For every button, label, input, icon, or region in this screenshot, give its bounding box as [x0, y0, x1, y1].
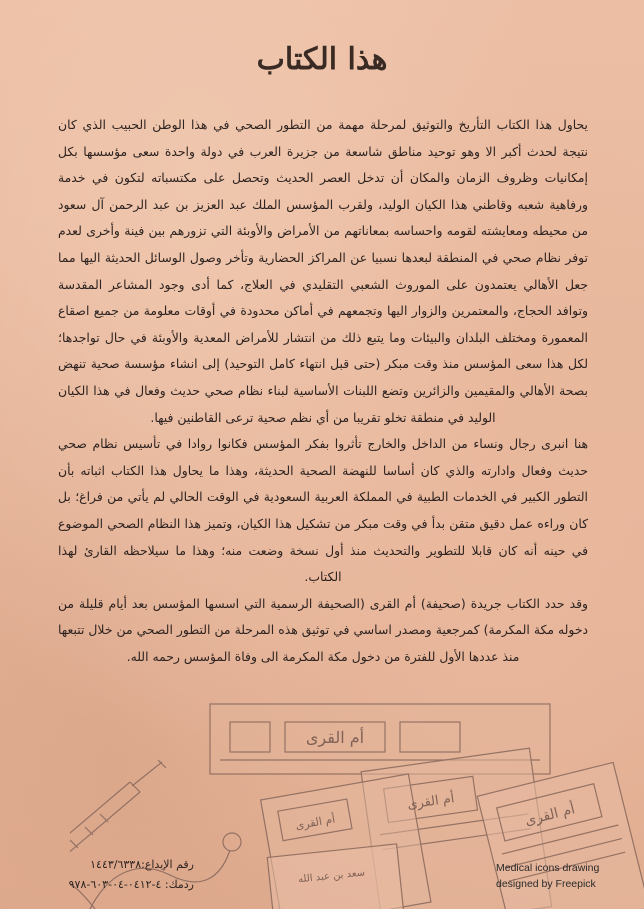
newspaper-title-right: أم القرى — [523, 801, 577, 830]
book-description — [58, 112, 588, 670]
deposit-number: رقم الإيداع:١٤٤٣/٦٣٣٨ — [90, 858, 194, 871]
paragraph-1: يحاول هذا الكتاب التأريخ والتوثيق لمرحلة مهمة من التطور الصحي في هذا الوطن الحبيب الذي كان نتيجة لحدث أكبر الا وهو توحيد مناطق شاسعة من جزيرة العرب في دولة واحدة سعى مؤسسها بكل إمكانيات وظروف الزمان والمكان أن تدخل العصر الحديث وتحصل على مكتسباته لتكون في خدمة ورفاهية شعبه وقاطني هذا الكيان الوليد، ولقرب المؤسس الملك عبد العزيز بن عبد الرحمن آل سعود من محيطه ومعايشته لقومه واحساسه بمعاناتهم من الأمراض والأوبئة التي تزورهم بين فينة وأخرى لعدم توفر نظام صحي في المنطقة لبعدها نسبيا عن المراكز الحضارية وتأخر وصول الوسائل الحديثة اليها مما جعل الأهالي يعتمدون على الموروث الشعبي التقليدي في العلاج، كما أدى وجود المشاعر المقدسة وتوافد الحجاج، والمعتمرين والزوار اليها وتجمعهم في أماكن محدودة في أوقات معلومة من جميع اصقاع المعمورة ومختلف البلدان والبيئات وما يتبع ذلك من انتشار للأمراض المعدية والأوبئة في حال تواجدها؛ لكل هذا سعى المؤسس منذ وقت مبكر (حتى قبل انتهاء كامل التوحيد) إلى انشاء مؤسسة صحية تنهض بصحة الأهالي والمقيمين والزائرين وتضع اللبنات الأساسية لبناء نظام صحي حديث وفعال في هذا الكيان الوليد في منطقة تخلو تقريبا من أي نظم صحية ترعى القاطنين فيها. — [58, 117, 588, 425]
syringe-icon — [70, 760, 166, 860]
credit-line-2: designed by Freepick — [496, 878, 596, 890]
paragraph-2: هنا انبرى رجال ونساء من الداخل والخارج تأثروا بفكر المؤسس فكانوا روادا في تأسيس نظام صحي حديث وفعال وادارته والذي كان أساسا للنهضة الصحية الحديثة، وهذا ما يحاول هذا الكتاب اثباته بأن التطور الكبير في الخدمات الطبية في المملكة العربية السعودية في الوقت الحالي لم يأتي من فراغ؛ بل كان وراءه عمل دقيق متقن بدأ في وقت مبكر من تشكيل هذا الكيان، وتميز هذا النظام الصحي الموضوع في حينه أنه كان قابلا للتطوير والتحديث منذ أول نسخة وضعت منه؛ وهذا ما سيلاحظه القارئ لهذا الكتاب. — [58, 436, 588, 585]
newspaper-title-top: أم القرى — [305, 728, 365, 747]
newspaper-title-middle: أم القرى — [406, 791, 456, 813]
isbn-number: ردمك: ٤-٠٤١٢-٠٤-٦٠٣-٩٧٨ — [68, 878, 194, 891]
paragraph-3: وقد حدد الكتاب جريدة (صحيفة) أم القرى (الصحيفة الرسمية التي اسسها المؤسس بعد أيام قليلة من دخوله مكة المكرمة) كمرجعية ومصدر اساسي في توثيق هذه المرحلة من التطور الصحي من خلال تتبعها منذ عددها الأول للفترة من دخول مكة المكرمة الى وفاة المؤسس رحمه الله. — [58, 595, 588, 664]
letter-signature: سعد بن عبد الله — [297, 867, 366, 886]
page-title: هذا الكتاب — [256, 42, 388, 77]
credit-line-1: Medical icons drawing — [496, 862, 600, 874]
image-credit — [496, 860, 644, 892]
publication-info — [24, 855, 194, 895]
newspaper-title-left: أم القرى — [294, 812, 337, 833]
